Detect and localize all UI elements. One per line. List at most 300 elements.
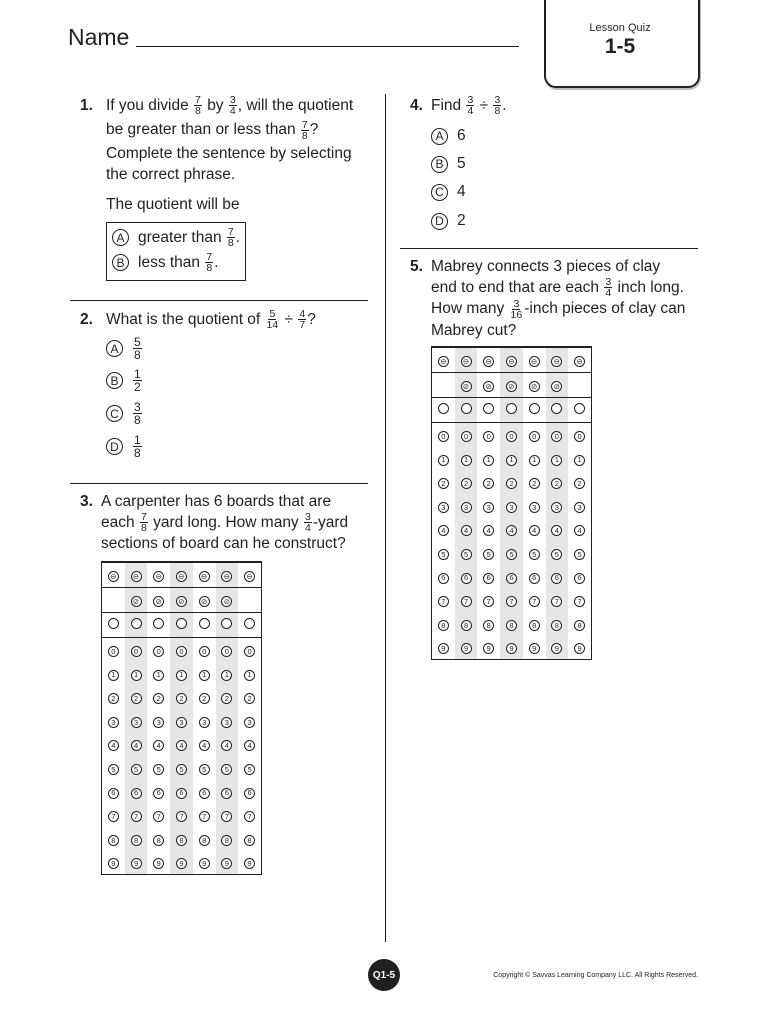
divider-q4-q5 <box>400 248 698 249</box>
grid-bubble[interactable]: ⊖ <box>529 356 540 367</box>
grid-bubble[interactable]: 7 <box>461 596 472 607</box>
divider-q2-q3 <box>70 483 368 484</box>
grid-cell <box>477 612 500 636</box>
grid-bubble[interactable]: 3 <box>529 502 540 513</box>
grid-bubble[interactable]: 1 <box>529 455 540 466</box>
grid-bubble[interactable]: 2 <box>438 478 449 489</box>
question-1-text: If you divide $\frac{7}{8}$ by $\frac{3}{4}$ , will the quotient be greater than or less than $\frac{7}{8}$ ? Complete the sentence by selecting the correct phrase. The quotient will be <box>106 95 376 215</box>
grid-cell <box>193 709 216 733</box>
grid-bubble[interactable]: ⊘ <box>483 381 494 392</box>
grid-bubble[interactable]: 7 <box>506 596 517 607</box>
grid-cell <box>568 373 591 398</box>
grid-bubble[interactable]: ⊖ <box>176 571 187 582</box>
grid-cell <box>125 780 148 804</box>
grid-cell <box>432 588 455 612</box>
grid-bubble[interactable]: 3 <box>221 717 232 728</box>
grid-bubble[interactable]: 7 <box>574 596 585 607</box>
grid-row <box>432 588 591 612</box>
grid-bubble[interactable]: ⊖ <box>221 571 232 582</box>
grid-bubble[interactable]: 1 <box>176 670 187 681</box>
grid-bubble[interactable] <box>506 403 517 414</box>
option-c-bubble[interactable]: C <box>431 184 448 201</box>
grid-bubble[interactable]: 3 <box>244 717 255 728</box>
grid-bubble[interactable]: 7 <box>483 596 494 607</box>
grid-row <box>102 756 261 780</box>
grid-bubble[interactable]: 6 <box>199 788 210 799</box>
grid-bubble[interactable]: 0 <box>529 431 540 442</box>
grid-bubble[interactable] <box>108 618 119 629</box>
grid-bubble[interactable]: 0 <box>153 646 164 657</box>
grid-bubble[interactable]: 5 <box>221 764 232 775</box>
grid-bubble[interactable]: 9 <box>529 643 540 654</box>
grid-bubble[interactable]: 6 <box>221 788 232 799</box>
grid-bubble[interactable]: 2 <box>574 478 585 489</box>
grid-bubble[interactable] <box>131 618 142 629</box>
grid-bubble[interactable]: 6 <box>551 573 562 584</box>
grid-bubble[interactable]: 9 <box>506 643 517 654</box>
grid-bubble[interactable]: 8 <box>574 620 585 631</box>
grid-cell <box>216 685 239 709</box>
grid-bubble[interactable] <box>153 618 164 629</box>
grid-cell <box>238 850 261 874</box>
grid-bubble[interactable]: 4 <box>529 525 540 536</box>
question-4-option-b[interactable]: B 5 <box>431 155 466 173</box>
grid-bubble[interactable]: ⊘ <box>153 596 164 607</box>
grid-cell <box>102 850 125 874</box>
grid-cell <box>500 517 523 541</box>
grid-row <box>432 348 591 373</box>
grid-bubble[interactable]: 2 <box>176 693 187 704</box>
grid-bubble[interactable]: 7 <box>244 811 255 822</box>
grid-cell <box>523 635 546 659</box>
grid-row <box>432 635 591 659</box>
grid-bubble[interactable]: ⊘ <box>506 381 517 392</box>
grid-cell <box>147 612 170 637</box>
grid-cell <box>477 541 500 565</box>
grid-cell <box>170 803 193 827</box>
grid-bubble[interactable]: 9 <box>176 858 187 869</box>
grid-cell <box>500 635 523 659</box>
grid-row <box>102 662 261 686</box>
question-3-text: A carpenter has 6 boards that are each $\frac{7}{8}$ yard long. How many $\frac{3}{4}$ -yard sections of board can he construct? <box>101 493 349 553</box>
grid-bubble[interactable]: 5 <box>506 549 517 560</box>
grid-cell <box>170 612 193 637</box>
grid-bubble[interactable] <box>574 403 585 414</box>
grid-bubble[interactable]: 8 <box>153 835 164 846</box>
grid-cell <box>216 709 239 733</box>
grid-bubble[interactable]: 8 <box>483 620 494 631</box>
grid-cell <box>147 732 170 756</box>
option-d-bubble[interactable]: D <box>106 438 123 455</box>
grid-bubble[interactable]: 5 <box>574 549 585 560</box>
grid-bubble[interactable]: 2 <box>131 693 142 704</box>
grid-bubble[interactable] <box>199 618 210 629</box>
grid-cell <box>546 588 569 612</box>
grid-cell <box>432 635 455 659</box>
option-b-bubble[interactable]: B <box>431 156 448 173</box>
question-1-option-b[interactable]: B less than $\frac{7}{8}$ . <box>112 252 219 273</box>
question-2-option-a[interactable]: A $\frac{5}{8}$ <box>106 336 143 361</box>
grid-bubble[interactable]: 3 <box>461 502 472 513</box>
grid-bubble[interactable]: 4 <box>461 525 472 536</box>
grid-bubble[interactable]: ⊘ <box>551 381 562 392</box>
grid-bubble[interactable]: 3 <box>483 502 494 513</box>
grid-bubble[interactable]: 2 <box>529 478 540 489</box>
grid-bubble[interactable]: 7 <box>199 811 210 822</box>
grid-bubble[interactable] <box>529 403 540 414</box>
grid-cell <box>455 517 478 541</box>
grid-cell <box>432 422 455 446</box>
grid-bubble[interactable]: 5 <box>131 764 142 775</box>
question-2-option-c[interactable]: C $\frac{3}{8}$ <box>106 401 143 426</box>
grid-cell <box>193 827 216 851</box>
grid-bubble[interactable]: ⊖ <box>438 356 449 367</box>
option-b-bubble[interactable]: B <box>112 254 129 271</box>
grid-cell <box>216 827 239 851</box>
grid-bubble[interactable]: 9 <box>131 858 142 869</box>
grid-bubble[interactable]: 1 <box>221 670 232 681</box>
grid-bubble[interactable]: 0 <box>108 646 119 657</box>
grid-bubble[interactable]: 8 <box>529 620 540 631</box>
grid-bubble[interactable]: 6 <box>153 788 164 799</box>
grid-bubble[interactable]: 5 <box>108 764 119 775</box>
grid-bubble[interactable]: 0 <box>438 431 449 442</box>
grid-bubble[interactable]: 2 <box>461 478 472 489</box>
grid-cell <box>477 635 500 659</box>
grid-row <box>102 709 261 733</box>
grid-row <box>102 637 261 661</box>
grid-bubble[interactable] <box>438 403 449 414</box>
option-d-bubble[interactable]: D <box>431 213 448 230</box>
grid-bubble[interactable]: ⊘ <box>176 596 187 607</box>
option-a-bubble[interactable]: A <box>431 128 448 145</box>
grid-bubble[interactable]: 7 <box>153 811 164 822</box>
grid-bubble[interactable]: 6 <box>108 788 119 799</box>
grid-bubble[interactable]: 4 <box>574 525 585 536</box>
grid-bubble[interactable]: 4 <box>176 740 187 751</box>
grid-bubble[interactable] <box>221 618 232 629</box>
grid-bubble[interactable]: 7 <box>176 811 187 822</box>
grid-cell <box>147 588 170 613</box>
grid-cell <box>568 494 591 518</box>
grid-bubble[interactable]: 9 <box>574 643 585 654</box>
question-3-answer-grid[interactable] <box>101 561 262 875</box>
name-line[interactable] <box>136 46 519 47</box>
grid-bubble[interactable]: ⊘ <box>221 596 232 607</box>
grid-cell <box>216 612 239 637</box>
grid-cell <box>523 373 546 398</box>
option-c-bubble[interactable]: C <box>106 405 123 422</box>
grid-bubble[interactable]: ⊘ <box>199 596 210 607</box>
grid-cell <box>432 517 455 541</box>
grid-bubble[interactable]: 4 <box>438 525 449 536</box>
grid-cell <box>432 541 455 565</box>
grid-cell <box>455 422 478 446</box>
grid-bubble[interactable]: 0 <box>461 431 472 442</box>
grid-bubble[interactable]: 1 <box>506 455 517 466</box>
grid-bubble[interactable]: 7 <box>221 811 232 822</box>
grid-cell <box>216 563 239 588</box>
grid-cell <box>193 612 216 637</box>
grid-bubble[interactable]: 1 <box>438 455 449 466</box>
grid-bubble[interactable]: 2 <box>108 693 119 704</box>
grid-cell <box>238 780 261 804</box>
grid-cell <box>193 803 216 827</box>
grid-bubble[interactable]: ⊖ <box>506 356 517 367</box>
grid-bubble[interactable]: 4 <box>108 740 119 751</box>
grid-bubble[interactable]: 3 <box>551 502 562 513</box>
grid-bubble[interactable]: 9 <box>244 858 255 869</box>
grid-cell <box>523 565 546 589</box>
grid-bubble[interactable]: 3 <box>438 502 449 513</box>
grid-bubble[interactable]: 8 <box>131 835 142 846</box>
grid-row <box>432 565 591 589</box>
grid-bubble[interactable]: 4 <box>551 525 562 536</box>
grid-bubble[interactable]: 4 <box>506 525 517 536</box>
grid-bubble[interactable]: ⊖ <box>483 356 494 367</box>
grid-bubble[interactable]: 1 <box>108 670 119 681</box>
option-a-bubble[interactable]: A <box>112 229 129 246</box>
grid-cell <box>147 709 170 733</box>
grid-bubble[interactable]: 9 <box>461 643 472 654</box>
grid-bubble[interactable]: 0 <box>551 431 562 442</box>
grid-cell <box>500 588 523 612</box>
grid-bubble[interactable]: 5 <box>176 764 187 775</box>
grid-row <box>102 850 261 874</box>
grid-bubble[interactable]: 9 <box>153 858 164 869</box>
grid-bubble[interactable]: 6 <box>483 573 494 584</box>
lesson-tab-label: Lesson Quiz <box>589 22 651 34</box>
grid-bubble[interactable] <box>176 618 187 629</box>
grid-cell <box>568 348 591 373</box>
grid-bubble[interactable]: ⊖ <box>131 571 142 582</box>
grid-cell <box>523 612 546 636</box>
grid-bubble[interactable]: 8 <box>506 620 517 631</box>
question-4-option-a[interactable]: A 6 <box>431 127 466 145</box>
grid-bubble[interactable]: 4 <box>199 740 210 751</box>
grid-bubble[interactable]: 3 <box>131 717 142 728</box>
grid-bubble[interactable]: 5 <box>551 549 562 560</box>
grid-bubble[interactable]: 7 <box>551 596 562 607</box>
question-2-option-b[interactable]: B $\frac{1}{2}$ <box>106 368 143 393</box>
question-2-text: What is the quotient of $\frac{5}{14}$ ÷ $\frac{4}{7}$ ? <box>106 308 316 332</box>
grid-bubble[interactable]: 0 <box>221 646 232 657</box>
grid-bubble[interactable]: 1 <box>153 670 164 681</box>
grid-cell <box>477 588 500 612</box>
grid-cell <box>102 780 125 804</box>
grid-bubble[interactable] <box>483 403 494 414</box>
grid-bubble[interactable]: 6 <box>574 573 585 584</box>
grid-bubble[interactable]: 1 <box>131 670 142 681</box>
grid-bubble[interactable]: 6 <box>461 573 472 584</box>
question-2-option-d[interactable]: D $\frac{1}{8}$ <box>106 434 143 459</box>
grid-bubble[interactable]: 0 <box>199 646 210 657</box>
grid-cell <box>102 662 125 686</box>
grid-bubble[interactable]: 4 <box>221 740 232 751</box>
grid-bubble[interactable]: 0 <box>483 431 494 442</box>
grid-bubble[interactable]: 7 <box>131 811 142 822</box>
grid-bubble[interactable]: 0 <box>574 431 585 442</box>
grid-bubble[interactable] <box>551 403 562 414</box>
grid-bubble[interactable]: 8 <box>551 620 562 631</box>
grid-cell <box>193 780 216 804</box>
grid-bubble[interactable]: 1 <box>483 455 494 466</box>
question-1-option-a[interactable]: A greater than $\frac{7}{8}$ . <box>112 227 240 248</box>
column-divider <box>385 94 386 942</box>
grid-bubble[interactable]: 8 <box>461 620 472 631</box>
grid-bubble[interactable]: 9 <box>199 858 210 869</box>
grid-cell <box>477 494 500 518</box>
grid-bubble[interactable]: 3 <box>506 502 517 513</box>
grid-cell <box>238 803 261 827</box>
grid-cell <box>170 756 193 780</box>
grid-bubble[interactable] <box>461 403 472 414</box>
grid-cell <box>523 494 546 518</box>
grid-bubble[interactable]: ⊖ <box>574 356 585 367</box>
grid-bubble[interactable]: 5 <box>438 549 449 560</box>
grid-bubble[interactable]: 5 <box>199 764 210 775</box>
grid-bubble[interactable]: 3 <box>199 717 210 728</box>
grid-bubble[interactable]: 4 <box>131 740 142 751</box>
grid-cell <box>523 588 546 612</box>
grid-bubble[interactable]: 4 <box>244 740 255 751</box>
grid-bubble[interactable]: 6 <box>176 788 187 799</box>
grid-bubble[interactable]: ⊘ <box>131 596 142 607</box>
grid-cell <box>546 348 569 373</box>
grid-cell <box>170 662 193 686</box>
grid-cell <box>125 612 148 637</box>
grid-cell <box>193 637 216 661</box>
grid-bubble[interactable]: 1 <box>461 455 472 466</box>
grid-bubble[interactable]: 3 <box>108 717 119 728</box>
grid-bubble[interactable]: ⊘ <box>529 381 540 392</box>
grid-bubble[interactable]: 7 <box>438 596 449 607</box>
grid-bubble[interactable]: 0 <box>131 646 142 657</box>
grid-bubble[interactable]: 9 <box>221 858 232 869</box>
grid-bubble[interactable]: 2 <box>506 478 517 489</box>
grid-cell <box>477 348 500 373</box>
grid-bubble[interactable]: 8 <box>438 620 449 631</box>
grid-cell <box>170 850 193 874</box>
grid-bubble[interactable]: 1 <box>199 670 210 681</box>
grid-bubble[interactable]: ⊖ <box>153 571 164 582</box>
grid-bubble[interactable]: 2 <box>244 693 255 704</box>
grid-cell <box>125 732 148 756</box>
grid-bubble[interactable]: 0 <box>506 431 517 442</box>
grid-bubble[interactable]: 8 <box>199 835 210 846</box>
grid-bubble[interactable]: 3 <box>176 717 187 728</box>
option-a-bubble[interactable]: A <box>106 340 123 357</box>
grid-bubble[interactable]: 9 <box>438 643 449 654</box>
grid-cell <box>238 732 261 756</box>
grid-cell <box>238 637 261 661</box>
grid-bubble[interactable]: 6 <box>438 573 449 584</box>
option-b-bubble[interactable]: B <box>106 372 123 389</box>
grid-cell <box>546 422 569 446</box>
grid-cell <box>238 563 261 588</box>
grid-bubble[interactable]: ⊘ <box>461 381 472 392</box>
question-4-option-c[interactable]: C 4 <box>431 183 466 201</box>
grid-cell <box>523 470 546 494</box>
grid-bubble[interactable]: 9 <box>483 643 494 654</box>
grid-bubble[interactable]: ⊖ <box>199 571 210 582</box>
grid-cell <box>102 732 125 756</box>
grid-bubble[interactable]: 9 <box>108 858 119 869</box>
grid-cell <box>102 685 125 709</box>
grid-bubble[interactable]: 2 <box>221 693 232 704</box>
grid-cell <box>147 563 170 588</box>
question-4-option-d[interactable]: D 2 <box>431 212 466 230</box>
grid-bubble[interactable]: ⊖ <box>244 571 255 582</box>
question-4-number: 4. <box>410 97 423 114</box>
grid-bubble[interactable]: 8 <box>176 835 187 846</box>
grid-cell <box>170 732 193 756</box>
grid-bubble[interactable] <box>244 618 255 629</box>
grid-bubble[interactable]: 1 <box>244 670 255 681</box>
grid-bubble[interactable]: 1 <box>574 455 585 466</box>
grid-row <box>102 588 261 613</box>
grid-bubble[interactable]: 5 <box>461 549 472 560</box>
grid-bubble[interactable]: 8 <box>221 835 232 846</box>
grid-bubble[interactable]: 2 <box>153 693 164 704</box>
grid-cell <box>147 850 170 874</box>
question-5-answer-grid[interactable] <box>431 346 592 660</box>
grid-cell <box>216 732 239 756</box>
grid-cell <box>523 517 546 541</box>
grid-bubble[interactable]: ⊖ <box>108 571 119 582</box>
grid-bubble[interactable]: 6 <box>506 573 517 584</box>
grid-bubble[interactable]: 2 <box>199 693 210 704</box>
grid-row <box>432 612 591 636</box>
grid-cell <box>455 588 478 612</box>
grid-bubble[interactable]: 3 <box>574 502 585 513</box>
grid-row <box>102 685 261 709</box>
grid-bubble[interactable]: ⊖ <box>551 356 562 367</box>
grid-bubble[interactable]: 2 <box>551 478 562 489</box>
grid-bubble[interactable]: 6 <box>529 573 540 584</box>
grid-row <box>432 470 591 494</box>
grid-cell <box>455 612 478 636</box>
grid-bubble[interactable]: 5 <box>153 764 164 775</box>
grid-bubble[interactable]: 0 <box>176 646 187 657</box>
grid-bubble[interactable]: 5 <box>483 549 494 560</box>
grid-bubble[interactable]: 7 <box>108 811 119 822</box>
grid-bubble[interactable]: 4 <box>153 740 164 751</box>
grid-row <box>432 494 591 518</box>
grid-bubble[interactable]: 8 <box>108 835 119 846</box>
grid-bubble[interactable]: 6 <box>244 788 255 799</box>
grid-cell <box>500 470 523 494</box>
page-badge: Q1-5 <box>368 959 400 991</box>
grid-cell <box>546 397 569 422</box>
grid-bubble[interactable]: 1 <box>551 455 562 466</box>
grid-cell <box>432 470 455 494</box>
grid-bubble[interactable]: 4 <box>483 525 494 536</box>
question-1-number: 1. <box>80 97 93 114</box>
grid-bubble[interactable]: ⊖ <box>461 356 472 367</box>
grid-bubble[interactable]: 9 <box>551 643 562 654</box>
grid-bubble[interactable]: 7 <box>529 596 540 607</box>
grid-bubble[interactable]: 6 <box>131 788 142 799</box>
grid-bubble[interactable]: 2 <box>483 478 494 489</box>
grid-bubble[interactable]: 3 <box>153 717 164 728</box>
grid-cell <box>455 373 478 398</box>
grid-bubble[interactable]: 0 <box>244 646 255 657</box>
grid-bubble[interactable]: 8 <box>244 835 255 846</box>
grid-bubble[interactable]: 5 <box>244 764 255 775</box>
grid-bubble[interactable]: 5 <box>529 549 540 560</box>
grid-cell <box>455 470 478 494</box>
